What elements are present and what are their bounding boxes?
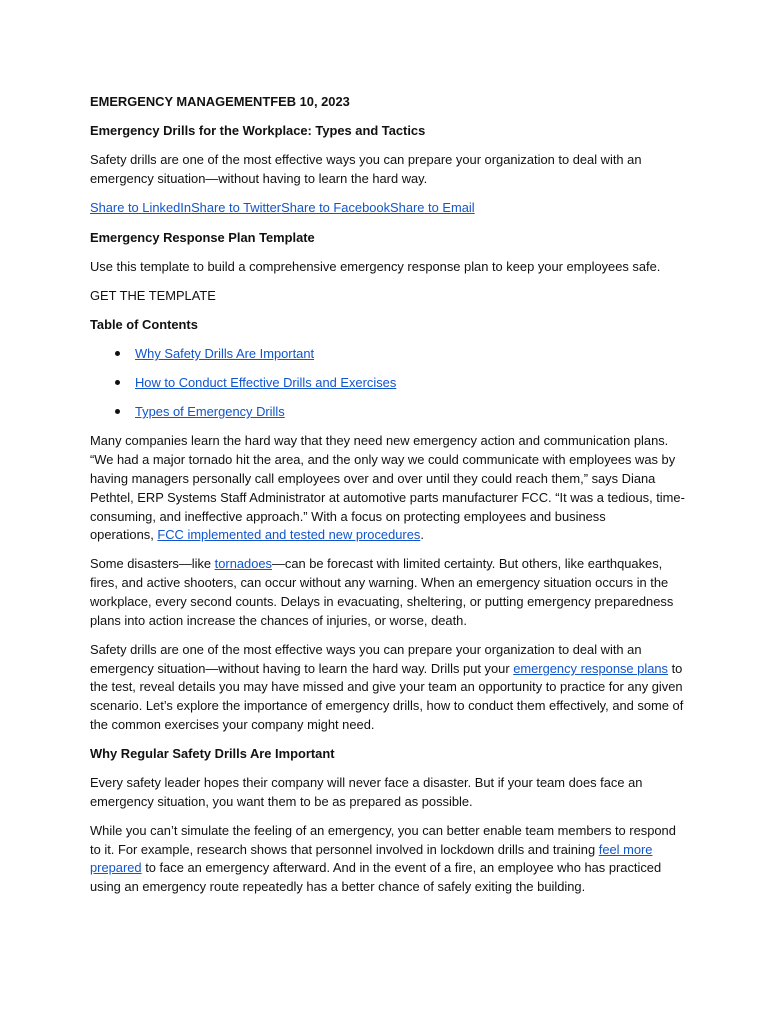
toc-heading: Table of Contents [90,317,198,332]
article-meta [90,93,350,111]
paragraph-line: Many companies learn the hard way that they need new emergency action and communication plans. [90,433,669,448]
emergency-response-plans-link[interactable]: emergency response plans [513,661,668,676]
bullet-icon [115,409,120,414]
paragraph-line: scenario. Let’s explore the importance of emergency drills, how to conduct them effectively, and some of [90,698,684,713]
share-email-link[interactable]: Share to Email [390,200,475,215]
paragraph-line: having managers personally call employees over and over until they could reach them,” says Diana [90,471,656,486]
bullet-icon [115,380,120,385]
bullet-icon [115,351,120,356]
paragraph-line: workplace, every second counts. Delays in evacuating, sheltering, or putting emergency preparedness [90,594,674,609]
template-description: Use this template to build a comprehensive emergency response plan to keep your employees safe. [90,259,661,274]
feel-more-prepared-link[interactable]: feel more [598,842,653,857]
template-heading: Emergency Response Plan Template [90,230,315,245]
share-twitter-link[interactable]: Share to Twitter [191,200,282,215]
paragraph-line: emergency situation, you want them to be as prepared as possible. [90,794,473,809]
toc-link-why-drills[interactable]: Why Safety Drills Are Important [135,346,315,361]
paragraph-line: Every safety leader hopes their company will never face a disaster. But if your team does face an [90,775,643,790]
paragraph-line: While you can’t simulate the feeling of an emergency, you can better enable team members to respond [90,823,676,838]
paragraph-line: consuming, and ineffective approach.” With a focus on protecting employees and business [90,509,606,524]
paragraph-line: using an emergency route repeatedly has a better chance of safely exiting the building. [90,879,586,894]
share-facebook-link[interactable]: Share to Facebook [281,200,391,215]
tornadoes-link[interactable]: tornadoes [214,556,272,571]
paragraph-line: emergency situation—without having to learn the hard way. Drills put your emergency response plans to [90,661,683,676]
article-title: Emergency Drills for the Workplace: Types and Tactics [90,123,426,138]
publish-date: FEB 10, 2023 [270,94,350,109]
paragraph-line: Pethtel, ERP Systems Staff Administrator at automotive parts manufacturer FCC. “It was a tedious, time- [90,490,685,505]
intro-line: emergency situation—without having to learn the hard way. [90,171,428,186]
section-heading: Why Regular Safety Drills Are Important [90,746,335,761]
paragraph-line: prepared to face an emergency afterward. And in the event of a fire, an employee who has practiced [90,860,662,875]
paragraph-line: to it. For example, research shows that personnel involved in lockdown drills and training feel more [90,842,653,857]
paragraph-line: the common exercises your company might need. [90,717,375,732]
paragraph-line: Safety drills are one of the most effective ways you can prepare your organization to deal with an [90,642,642,657]
paragraph-line: fires, and active shooters, can occur without any warning. When an emergency situation occurs in the [90,575,669,590]
paragraph-line: operations, FCC implemented and tested new procedures. [90,527,424,542]
fcc-procedures-link[interactable]: FCC implemented and tested new procedures [157,527,421,542]
toc-link-conduct-drills[interactable]: How to Conduct Effective Drills and Exercises [135,375,397,390]
share-links [90,199,475,217]
get-template-button[interactable]: GET THE TEMPLATE [90,288,216,303]
share-linkedin-link[interactable]: Share to LinkedIn [90,200,192,215]
intro-line: Safety drills are one of the most effective ways you can prepare your organization to deal with an [90,152,642,167]
category-label: EMERGENCY MANAGEMENT [90,94,271,109]
paragraph-line: Some disasters—like tornadoes—can be forecast with limited certainty. But others, like earthquakes, [90,556,663,571]
paragraph-line: “We had a major tornado hit the area, and the only way we could communicate with employees was by [90,452,676,467]
feel-more-prepared-link[interactable]: prepared [90,860,142,875]
paragraph-line: the test, reveal details you may have missed and give your team an opportunity to practice for any given [90,679,683,694]
paragraph-line: plans into action increase the chances of injuries, or worse, death. [90,613,467,628]
toc-link-drill-types[interactable]: Types of Emergency Drills [135,404,285,419]
